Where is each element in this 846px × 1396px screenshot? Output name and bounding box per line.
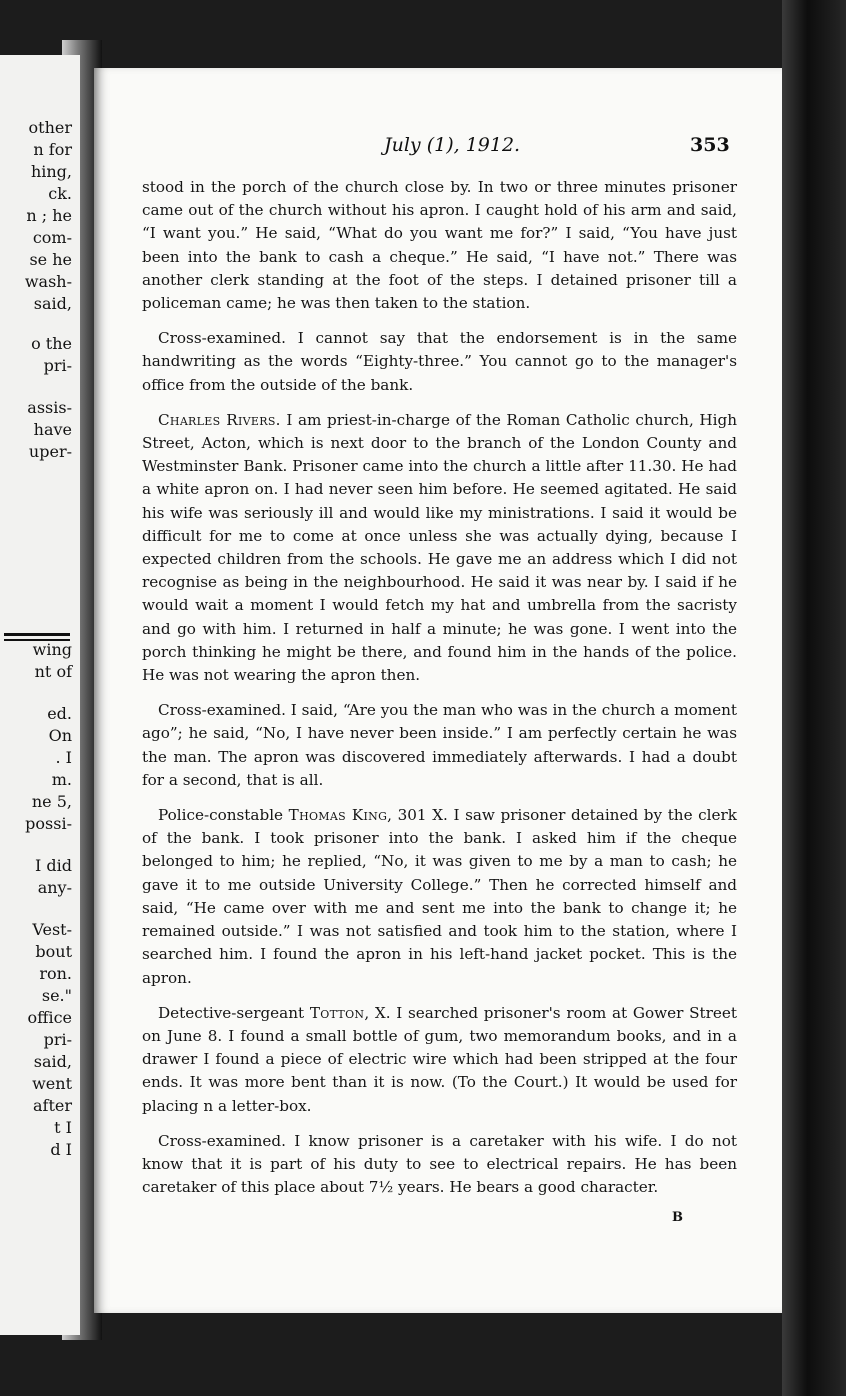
facing-page-text: ed. — [47, 704, 72, 723]
facing-page-text: . I — [55, 748, 72, 767]
paragraph-text: , X. I searched prisoner's room at Gower Street on June 8. I found a small bottle of gum, two memorandum books, and in a drawer I found a piece of electric wire which had been stripped at the four ends. It was more bent than it is now. (To the Court.) It would be used for placing n a letter-box. — [142, 1003, 737, 1115]
witness-title: Police-constable — [158, 806, 289, 825]
paragraph — [142, 409, 737, 687]
facing-page-text: ron. — [39, 964, 72, 983]
scan-edge-shadow — [782, 0, 846, 1396]
facing-page-text: pri- — [43, 356, 72, 375]
facing-page-text: se." — [41, 986, 72, 1005]
facing-page-text: pri- — [43, 1030, 72, 1049]
paragraph — [142, 327, 737, 397]
paragraph — [142, 804, 737, 990]
witness-name: Thomas King — [288, 806, 388, 825]
facing-page-fragment — [0, 55, 80, 1335]
facing-page-text: m. — [51, 770, 72, 789]
facing-page-text: said, — [33, 294, 72, 313]
page-number: 353 — [690, 134, 730, 156]
page-header — [94, 134, 782, 160]
facing-page-text: nt of — [34, 662, 72, 681]
facing-page-text: n for — [33, 140, 72, 159]
running-head: July (1), 1912. — [384, 134, 521, 156]
document-page — [94, 68, 782, 1313]
paragraph-text: , 301 X. I saw prisoner detained by the clerk of the bank. I took prisoner into the bank. I asked him if the cheque belonged to him; he replied, “No, it was given to me by a man to cash; he gave it to me outside University College.” Then he corrected himself and said, “He came over with me and sent me into the bank to change it; he remained outside.” I was not satisfied and took him to the station, where I searched him. I found the apron in his left-hand jacket pocket. This is the apron. — [142, 806, 737, 987]
paragraph — [142, 1002, 737, 1118]
facing-page-text: ne 5, — [31, 792, 72, 811]
facing-page-text: ck. — [48, 184, 72, 203]
facing-page-text: said, — [33, 1052, 72, 1071]
facing-page-text: On — [48, 726, 72, 745]
paragraph-text: I am priest-in-charge of the Roman Catholic church, High Street, Acton, which is next door to the branch of the London County and Westminster Bank. Prisoner came into the church a little after 11.30. He had a white apron on. I had never seen him before. He seemed agitated. He said his wife was seriously ill and would like my ministrations. I said it would be difficult for me to come at once unless she was actually dying, because I expected children from the schools. He gave me an address which I did not recognise as being in the neighbourhood. He said it was near by. I said if he would wait a moment I would fetch my hat and umbrella from the sacristy and go with him. I returned in half a minute; he was gone. I went into the porch thinking he might be there, and found him in the hands of the police. He was not wearing the apron then. — [142, 410, 737, 685]
paragraph-text: Cross-examined. I know prisoner is a caretaker with his wife. I do not know that it is part of his duty to see to electrical repairs. He has been caretaker of this place about 7½ years. He bears a good character. — [142, 1131, 737, 1197]
facing-page-text: o the — [31, 334, 72, 353]
facing-page-text: have — [33, 420, 72, 439]
facing-page-text: office — [27, 1008, 72, 1027]
facing-page-text: assis- — [27, 398, 72, 417]
body-text — [142, 176, 737, 1199]
facing-page-text: any- — [37, 878, 72, 897]
facing-page-text: hing, — [30, 162, 72, 181]
paragraph-text: Cross-examined. I said, “Are you the man who was in the church a moment ago”; he said, “No, I have never been inside.” I am perfectly certain he was the man. The apron was discovered immediately afterwards. I had a doubt for a second, that is all. — [142, 701, 737, 789]
facing-page-text: com- — [32, 228, 72, 247]
paragraph — [142, 176, 737, 315]
facing-page-text: after — [32, 1096, 72, 1115]
paragraph-text: Cross-examined. I cannot say that the endorsement is in the same handwriting as the words “Eighty-three.” You cannot go to the manager's office from the outside of the bank. — [142, 329, 737, 394]
facing-page-text: possi- — [25, 814, 72, 833]
facing-page-text: I did — [34, 856, 72, 875]
witness-title: Detective-sergeant — [158, 1003, 310, 1022]
paragraph — [142, 1130, 737, 1200]
facing-page-text: wing — [32, 640, 72, 659]
paragraph-text: stood in the porch of the church close by. In two or three minutes prisoner came out of the church without his apron. I caught hold of his arm and said, “I want you.” He said, “What do you want me for?” I said, “You have just been into the bank to cash a cheque.” He said, “I have not.” There was another clerk standing at the foot of the steps. I detained prisoner till a policeman came; he was then taken to the station. — [142, 178, 737, 313]
paragraph — [142, 699, 737, 792]
facing-page-text: t I — [54, 1118, 72, 1137]
facing-page-text: Vest- — [32, 920, 72, 939]
facing-page-text: uper- — [28, 442, 72, 461]
facing-page-text: n ; he — [26, 206, 72, 225]
witness-name: Totton — [309, 1003, 365, 1022]
witness-name: Charles Rivers. — [158, 410, 281, 429]
facing-page-text: se he — [29, 250, 72, 269]
facing-page-text: other — [28, 118, 72, 137]
facing-page-text: bout — [35, 942, 72, 961]
facing-page-text: went — [32, 1074, 72, 1093]
facing-page-text: d I — [50, 1140, 72, 1159]
signature-mark: B — [672, 1210, 683, 1225]
facing-page-text: wash- — [24, 272, 72, 291]
